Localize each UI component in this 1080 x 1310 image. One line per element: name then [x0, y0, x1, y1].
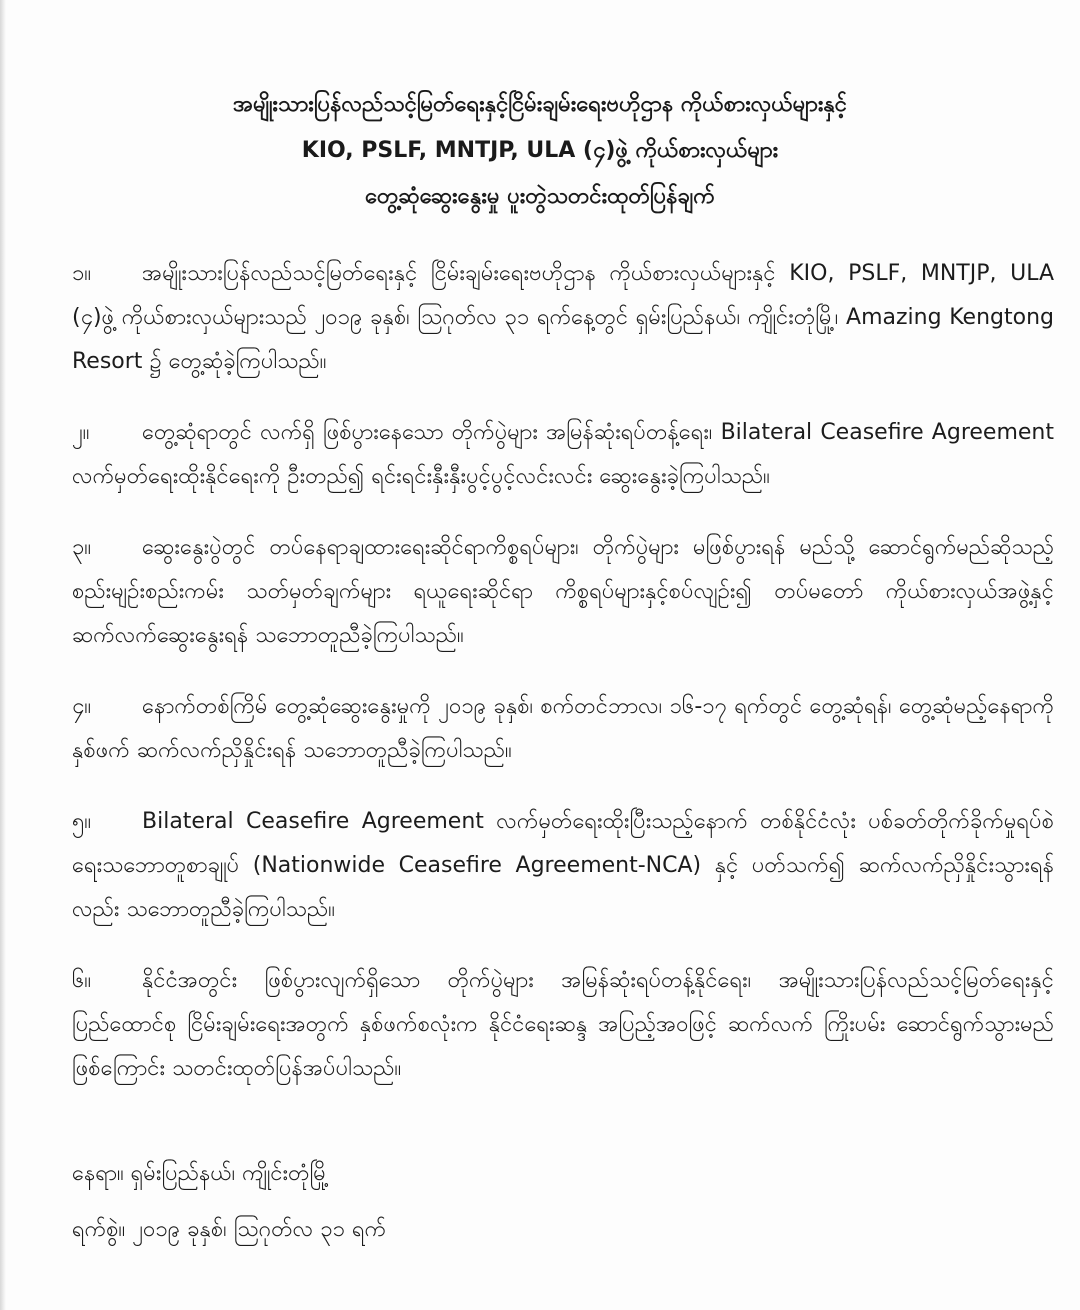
document-body: [72, 252, 1054, 1118]
document-title: [100, 82, 980, 220]
paragraph-number: ၆။: [72, 968, 92, 993]
paragraph-number: ၅။: [72, 809, 92, 834]
document-footer: [72, 1146, 772, 1258]
paragraph-text: ဆွေးနွေးပွဲတွင် တပ်နေရာချထားရေးဆိုင်ရာကိစ္စရပ်များ၊ တိုက်ပွဲများ မဖြစ်ပွားရန် မည်သို့ ဆောင်ရွက်မည်ဆိုသည့် စည်းမျဉ်းစည်းကမ်း သတ်မှတ်ချက်များ ရယူရေးဆိုင်ရာ ကိစ္စရပ်များနှင့်စပ်လျဉ်း၍ တပ်မတော် ကိုယ်စားလှယ်အဖွဲ့နှင့် ဆက်လက်ဆွေးနွေးရန် သဘောတူညီခဲ့ကြပါသည်။: [72, 535, 1054, 648]
paragraph-2: [72, 411, 1054, 499]
paragraph-number: ၄။: [72, 694, 92, 719]
paragraph-number: ၁။: [72, 261, 92, 286]
paragraph-text: နိုင်ငံအတွင်း ဖြစ်ပွားလျက်ရှိသော တိုက်ပွဲများ အမြန်ဆုံးရပ်တန့်နိုင်ရေး၊ အမျိုးသားပြန်လည်သင့်မြတ်ရေးနှင့် ပြည်ထောင်စု ငြိမ်းချမ်းရေးအတွက် နှစ်ဖက်စလုံးက နိုင်ငံရေးဆန္ဒ အပြည့်အဝဖြင့် ဆက်လက် ကြိုးပမ်း ဆောင်ရွက်သွားမည်ဖြစ်ကြောင်း သတင်းထုတ်ပြန်အပ်ပါသည်။: [72, 968, 1054, 1081]
paragraph-number: ၂။: [72, 420, 90, 445]
title-line-2: KIO, PSLF, MNTJP, ULA (၄)ဖွဲ့ ကိုယ်စားလှယ်များ: [301, 138, 779, 163]
paragraph-4: [72, 685, 1054, 773]
paragraph-number: ၃။: [72, 535, 92, 560]
paragraph-1: [72, 252, 1054, 384]
paragraph-5: [72, 800, 1054, 932]
page-edge-shadow: [0, 0, 6, 1310]
paragraph-text: နောက်တစ်ကြိမ် တွေ့ဆုံဆွေးနွေးမှုကို ၂၀၁၉ ခုနှစ်၊ စက်တင်ဘာလ၊ ၁၆-၁၇ ရက်တွင် တွေ့ဆုံရန်၊ တွေ့ဆုံမည့်နေရာကို နှစ်ဖက် ဆက်လက်ညှိနှိုင်းရန် သဘောတူညီခဲ့ကြပါသည်။: [72, 694, 1054, 763]
date-line: ရက်စွဲ။ ၂၀၁၉ ခုနှစ်၊ ဩဂုတ်လ ၃၁ ရက်: [72, 1217, 387, 1242]
paragraph-text: အမျိုးသားပြန်လည်သင့်မြတ်ရေးနှင့် ငြိမ်းချမ်းရေးဗဟိုဌာန ကိုယ်စားလှယ်များနှင့် KIO, PSLF, MNTJP, ULA (၄)ဖွဲ့ ကိုယ်စားလှယ်များသည် ၂၀၁၉ ခုနှစ်၊ ဩဂုတ်လ ၃၁ ရက်နေ့တွင် ရှမ်းပြည်နယ်၊ ကျိုင်းတုံမြို့၊ Amazing Kengtong Resort ၌ တွေ့ဆုံခဲ့ကြပါသည်။: [72, 261, 1054, 374]
paragraph-6: [72, 959, 1054, 1091]
paragraph-text: Bilateral Ceasefire Agreement လက်မှတ်ရေးထိုးပြီးသည့်နောက် တစ်နိုင်ငံလုံး ပစ်ခတ်တိုက်ခိုက်မှုရပ်စဲရေးသဘောတူစာချုပ် (Nationwide Ceasefire Agreement-NCA) နှင့် ပတ်သက်၍ ဆက်လက်ညှိနှိုင်းသွားရန်လည်း သဘောတူညီခဲ့ကြပါသည်။: [72, 809, 1054, 922]
paragraph-text: တွေ့ဆုံရာတွင် လက်ရှိ ဖြစ်ပွားနေသော တိုက်ပွဲများ အမြန်ဆုံးရပ်တန့်ရေး၊ Bilateral Ceasefire Agreement လက်မှတ်ရေးထိုးနိုင်ရေးကို ဦးတည်၍ ရင်းရင်းနှီးနှီးပွင့်ပွင့်လင်းလင်း ဆွေးနွေးခဲ့ကြပါသည်။: [72, 420, 1054, 489]
title-line-1: အမျိုးသားပြန်လည်သင့်မြတ်ရေးနှင့်ငြိမ်းချမ်းရေးဗဟိုဌာန ကိုယ်စားလှယ်များနှင့်: [232, 92, 848, 117]
title-line-3: တွေ့ဆုံဆွေးနွေးမှု ပူးတွဲသတင်းထုတ်ပြန်ချက်: [365, 184, 715, 209]
paragraph-3: [72, 526, 1054, 658]
place-line: နေရာ။ ရှမ်းပြည်နယ်၊ ကျိုင်းတုံမြို့: [72, 1161, 330, 1186]
